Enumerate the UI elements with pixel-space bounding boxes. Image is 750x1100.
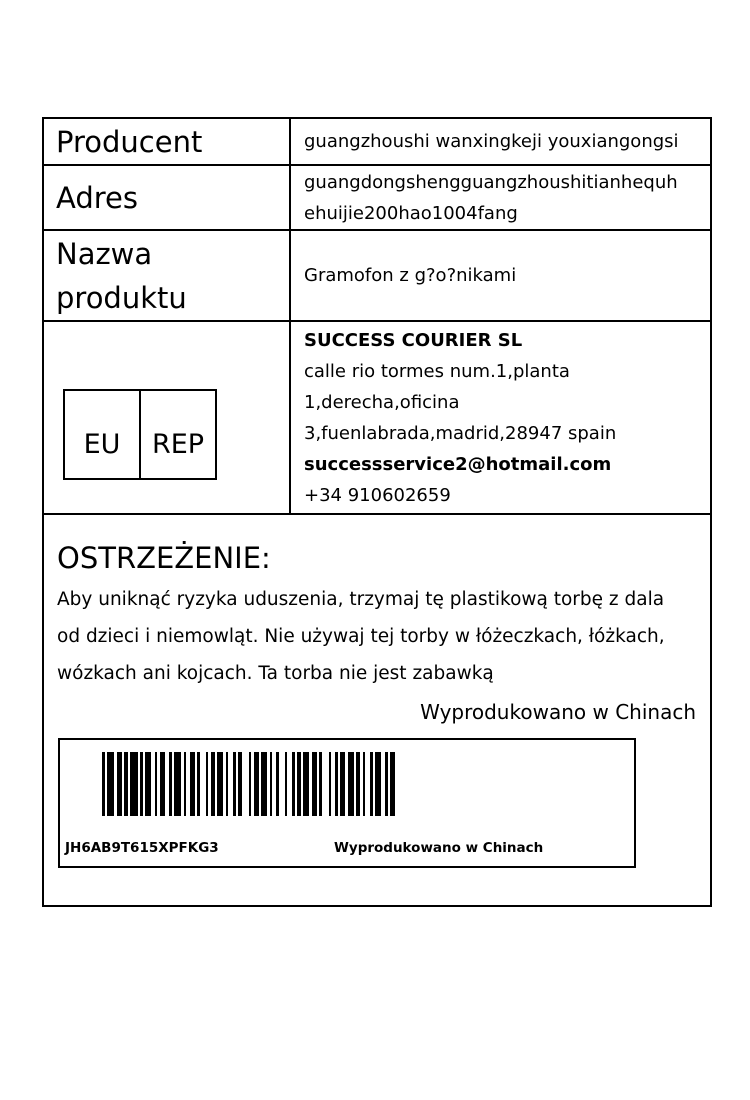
barcode-bar xyxy=(312,752,317,816)
product-key-line-1: Nazwa xyxy=(56,236,153,271)
barcode-bar xyxy=(169,752,172,816)
barcode-bar xyxy=(155,752,157,816)
barcode-bar xyxy=(217,752,223,816)
eu-rep-address-2: 1,derecha,oficina xyxy=(304,391,460,413)
product-row xyxy=(44,230,710,321)
barcode-bar xyxy=(117,752,122,816)
address-line-1: guangdongshengguangzhoushitianhequh xyxy=(304,171,678,193)
barcode-bar xyxy=(390,752,395,816)
barcode-bar xyxy=(292,752,295,816)
barcode-bar xyxy=(370,752,373,816)
producer-value: guangzhoushi wanxingkeji youxiangongsi xyxy=(290,119,710,165)
eu-rep-address-3: 3,fuenlabrada,madrid,28947 spain xyxy=(304,422,617,444)
eu-rep-phone: +34 910602659 xyxy=(304,484,451,506)
producer-row xyxy=(44,119,710,165)
barcode-bar xyxy=(276,752,279,816)
barcode-bar xyxy=(356,752,360,816)
barcode-bar xyxy=(184,752,186,816)
barcode-bar xyxy=(102,752,105,816)
eu-rep-badge-right: REP xyxy=(151,429,205,460)
barcode-bar xyxy=(197,752,200,816)
product-key-line-2: produktu xyxy=(56,280,187,315)
barcode-bar xyxy=(160,752,165,816)
barcode-bars xyxy=(102,752,597,816)
barcode-bar xyxy=(340,752,345,816)
barcode-bar xyxy=(211,752,215,816)
eu-rep-details xyxy=(290,321,710,514)
product-key xyxy=(44,230,290,321)
barcode-bar xyxy=(335,752,338,816)
barcode-bar xyxy=(190,752,195,816)
barcode-bar xyxy=(261,752,267,816)
barcode-bar xyxy=(238,752,242,816)
barcode-bar xyxy=(270,752,272,816)
warning-text: Aby uniknąć ryzyka uduszenia, trzymaj tę plastikową torbę z dala od dzieci i niemowląt. Nie używaj tej torby w łóżeczkach, łóżkach, wózkach ani kojcach. Ta torba nie jest zabawką xyxy=(57,589,665,684)
barcode-origin: Wyprodukowano w Chinach xyxy=(334,840,544,856)
eu-rep-address-1: calle rio tormes num.1,planta xyxy=(304,360,570,382)
barcode-bar xyxy=(140,752,143,816)
barcode-bar xyxy=(107,752,114,816)
barcode-bar xyxy=(363,752,365,816)
barcode-bar xyxy=(130,752,138,816)
barcode-bar xyxy=(348,752,354,816)
barcode-code: JH6AB9T615XPFKG3 xyxy=(65,840,219,856)
barcode-bar xyxy=(375,752,381,816)
barcode-bar xyxy=(206,752,208,816)
barcode-bar xyxy=(254,752,259,816)
barcode-bar xyxy=(226,752,228,816)
barcode-bar xyxy=(124,752,128,816)
barcode-bar xyxy=(249,752,251,816)
barcode-bar xyxy=(174,752,181,816)
product-value: Gramofon z g?o?nikami xyxy=(290,230,710,321)
address-line-2: ehuijie200hao1004fang xyxy=(304,202,518,224)
origin-text: Wyprodukowano w Chinach xyxy=(420,700,696,724)
barcode-bar xyxy=(303,752,309,816)
eu-rep-email: successservice2@hotmail.com xyxy=(304,453,612,475)
barcode-bar xyxy=(145,752,151,816)
product-label xyxy=(42,117,712,907)
address-key: Adres xyxy=(44,165,290,230)
barcode-bar xyxy=(297,752,301,816)
eu-rep-company: SUCCESS COURIER SL xyxy=(304,329,523,351)
eu-rep-badge xyxy=(63,389,217,480)
address-row xyxy=(44,165,710,230)
barcode-bar xyxy=(319,752,322,816)
eu-rep-badge-left: EU xyxy=(65,391,141,478)
barcode-box xyxy=(58,738,636,868)
barcode-bar xyxy=(233,752,236,816)
producer-key: Producent xyxy=(44,119,290,165)
barcode-bar xyxy=(285,752,287,816)
address-value xyxy=(290,165,710,230)
warning-title: OSTRZEŻENIE: xyxy=(57,541,271,575)
barcode-bar xyxy=(329,752,331,816)
barcode-bar xyxy=(385,752,388,816)
